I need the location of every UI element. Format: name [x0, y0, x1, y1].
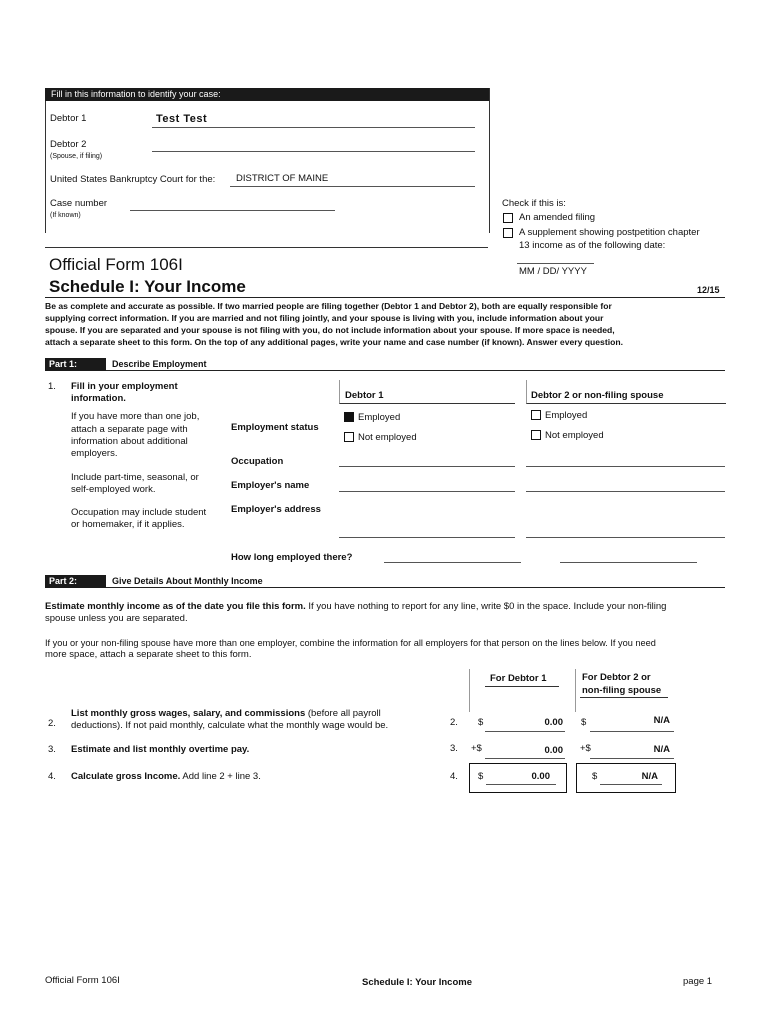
intro-line-2: supplying correct information. If you are married and not filing jointly, and your spouse is living with you, include information about your [45, 313, 604, 323]
court-label: United States Bankruptcy Court for the: [50, 174, 216, 185]
income-debtor2-header-label1: For Debtor 2 or [582, 672, 651, 683]
debtor2-column-label: Debtor 2 or non-filing spouse [531, 390, 664, 401]
debtor1-employer-name-field[interactable] [339, 491, 515, 492]
debtor2-how-long-field[interactable] [560, 562, 697, 563]
case-info-box [45, 88, 490, 233]
line3-debtor1-line [485, 758, 565, 759]
line3-ref: 3. [450, 743, 458, 754]
page-title: Schedule I: Your Income [49, 277, 246, 296]
form-version: 12/15 [697, 285, 720, 295]
line3-debtor2-amount[interactable]: N/A [653, 744, 670, 755]
title-bottom-rule [45, 297, 725, 298]
part2-label: Part 2: [45, 575, 106, 588]
supplement-date-placeholder: MM / DD/ YYYY [519, 266, 587, 277]
line4-debtor1-amount[interactable]: 0.00 [531, 771, 550, 782]
part1-title: Describe Employment [112, 359, 207, 369]
line4-debtor2-line [600, 784, 662, 785]
supplement-label-line2: 13 income as of the following date: [519, 240, 666, 251]
official-form-number: Official Form 106I [49, 255, 183, 274]
help-multiple-jobs-3: information about additional [71, 436, 188, 447]
debtor2-label: Debtor 2 [50, 139, 87, 150]
income-debtor2-header-label2: non-filing spouse [582, 685, 662, 696]
intro-line-3: spouse. If you are separated and your spouse is not filing with you, do not include information about your spouse. If more space is needed, [45, 325, 615, 335]
debtor1-employed-label: Employed [358, 412, 401, 423]
employer-name-label: Employer's name [231, 480, 310, 491]
debtor2-employer-address-field[interactable] [526, 537, 725, 538]
debtor1-column-label: Debtor 1 [345, 390, 384, 401]
help-occupation-1: Occupation may include student [71, 507, 207, 518]
line2-number: 2. [48, 718, 56, 729]
debtor2-not-employed-label: Not employed [545, 430, 604, 441]
q1-number: 1. [48, 381, 56, 392]
line2-debtor2-amount[interactable]: N/A [653, 715, 670, 726]
line4-description-bold: Calculate gross Income. [71, 771, 181, 782]
help-parttime-2: self-employed work. [71, 484, 156, 495]
line4-debtor1-dollar: $ [478, 771, 484, 782]
line4-debtor2-dollar: $ [592, 771, 598, 782]
employment-status-label: Employment status [231, 422, 319, 433]
case-number-sublabel: (If known) [50, 212, 81, 219]
estimate-instruction-rest: If you have nothing to report for any line, write $0 in the space. Include your non-filing [305, 601, 667, 612]
debtor2-field-line[interactable] [152, 151, 475, 152]
debtor1-field-line [152, 127, 475, 128]
line2-debtor1-amount[interactable]: 0.00 [544, 717, 563, 728]
income-debtor1-header-label: For Debtor 1 [490, 673, 547, 684]
line4-ref: 4. [450, 771, 458, 782]
part2-rule [45, 587, 725, 588]
supplement-label-line1: A supplement showing postpetition chapter [519, 227, 700, 238]
line3-description: Estimate and list monthly overtime pay. [71, 744, 250, 755]
debtor1-label: Debtor 1 [50, 113, 87, 124]
occupation-label: Occupation [231, 456, 284, 467]
part2-title: Give Details About Monthly Income [112, 576, 263, 586]
debtor1-how-long-field[interactable] [384, 562, 521, 563]
amended-label: An amended filing [519, 212, 596, 223]
line2-description [71, 708, 381, 720]
footer-title: Schedule I: Your Income [362, 977, 472, 988]
title-top-rule [45, 247, 488, 248]
how-long-employed-label: How long employed there? [231, 552, 353, 563]
debtor1-not-employed-label: Not employed [358, 432, 417, 443]
case-number-field-line[interactable] [130, 210, 335, 211]
employer-address-label: Employer's address [231, 504, 321, 515]
debtor2-employed-label: Employed [545, 410, 588, 421]
debtor2-occupation-field[interactable] [526, 466, 725, 467]
line2-description-rest: (before all payroll [305, 708, 381, 719]
help-occupation-2: or homemaker, if it applies. [71, 519, 185, 530]
line2-debtor1-line [485, 731, 565, 732]
case-number-label: Case number [50, 198, 108, 209]
help-multiple-jobs-1: If you have more than one job, [71, 411, 200, 422]
line4-description-rest: Add line 2 + line 3. [180, 771, 261, 782]
line2-debtor2-line [590, 731, 674, 732]
court-field-line [230, 186, 475, 187]
debtor1-employed-checkbox[interactable] [344, 412, 354, 422]
intro-line-1: Be as complete and accurate as possible. If two married people are filing together (Debtor 1 and Debtor 2), both are equally responsible for [45, 301, 612, 311]
check-if-label: Check if this is: [502, 198, 566, 209]
debtor1-value[interactable]: Test Test [156, 113, 208, 125]
line4-description [71, 771, 261, 783]
estimate-instruction-bold: Estimate monthly income as of the date you file this form. [45, 601, 306, 612]
line3-debtor1-plus-dollar: +$ [471, 743, 482, 754]
court-value[interactable]: DISTRICT OF MAINE [236, 173, 329, 184]
debtor2-employer-name-field[interactable] [526, 491, 725, 492]
income-debtor2-header-rule [580, 697, 668, 698]
part1-label: Part 1: [45, 358, 106, 371]
q1-line2: information. [71, 393, 126, 404]
debtor1-not-employed-checkbox[interactable] [344, 432, 354, 442]
line3-debtor2-plus-dollar: +$ [580, 743, 591, 754]
estimate-instruction-line2: spouse unless you are separated. [45, 613, 188, 624]
line4-number: 4. [48, 771, 56, 782]
line2-debtor1-dollar: $ [478, 717, 484, 728]
line2-description-2: deductions). If not paid monthly, calculate what the monthly wage would be. [71, 720, 389, 731]
footer-form-number: Official Form 106I [45, 975, 120, 986]
debtor1-occupation-field[interactable] [339, 466, 515, 467]
supplement-date-line[interactable] [517, 263, 594, 264]
debtor1-employer-address-field[interactable] [339, 537, 515, 538]
amended-checkbox[interactable] [503, 213, 513, 223]
combine-instruction-line1: If you or your non-filing spouse have more than one employer, combine the information for all employers for that person on the lines below. If you need [45, 638, 656, 648]
help-multiple-jobs-2: attach a separate page with [71, 424, 188, 435]
help-parttime-1: Include part-time, seasonal, or [71, 472, 199, 483]
line3-debtor1-amount[interactable]: 0.00 [544, 745, 563, 756]
line2-debtor2-dollar: $ [581, 717, 587, 728]
estimate-instruction [45, 601, 666, 613]
line3-number: 3. [48, 744, 56, 755]
intro-line-4: attach a separate sheet to this form. On the top of any additional pages, write your name and case number (if known). Answer every question. [45, 337, 623, 347]
q1-line1: Fill in your employment [71, 381, 178, 392]
line3-debtor2-line [590, 758, 674, 759]
line2-ref: 2. [450, 717, 458, 728]
combine-instruction-line2: more space, attach a separate sheet to this form. [45, 649, 252, 660]
line2-description-bold: List monthly gross wages, salary, and commissions [71, 708, 306, 719]
income-debtor1-header-rule [485, 686, 559, 687]
line4-debtor2-amount[interactable]: N/A [641, 771, 658, 782]
debtor2-sublabel: (Spouse, if filing) [50, 153, 103, 160]
footer-page-number: page 1 [683, 976, 713, 987]
debtor2-not-employed-checkbox[interactable] [531, 430, 541, 440]
case-info-header: Fill in this information to identify your case: [45, 88, 489, 101]
part1-rule [45, 370, 725, 371]
help-multiple-jobs-4: employers. [71, 448, 118, 459]
supplement-checkbox[interactable] [503, 228, 513, 238]
debtor2-employed-checkbox[interactable] [531, 410, 541, 420]
line4-debtor1-line [486, 784, 556, 785]
